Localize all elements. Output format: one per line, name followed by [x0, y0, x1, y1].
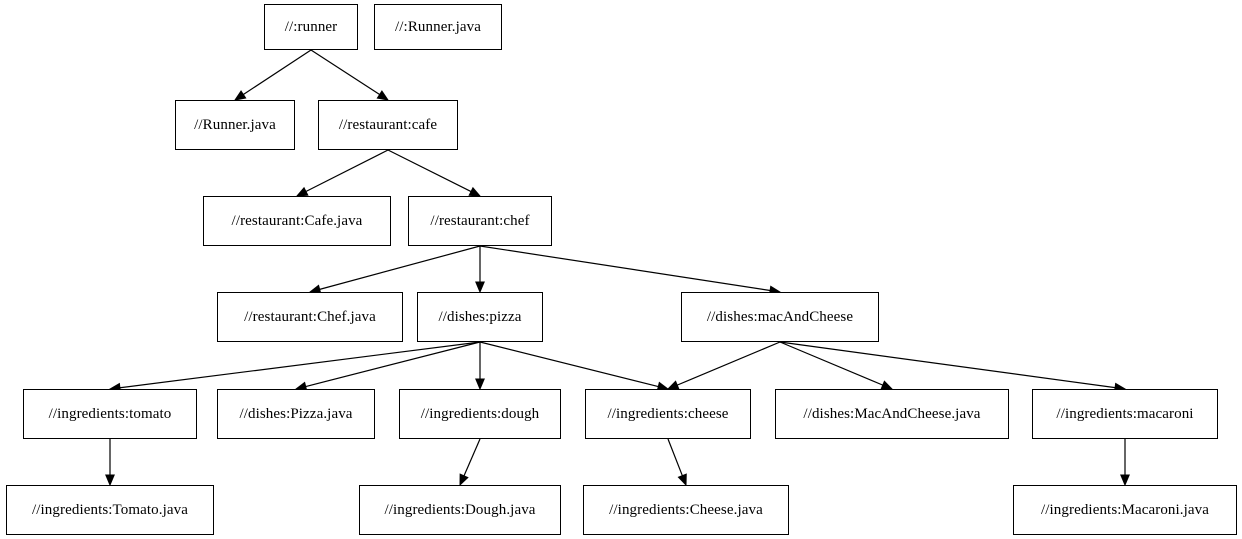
graph-node-label: //dishes:macAndCheese	[706, 308, 854, 325]
graph-node-label: //restaurant:cafe	[338, 116, 438, 133]
graph-node-label: //ingredients:Macaroni.java	[1040, 501, 1210, 518]
graph-node-label: //dishes:Pizza.java	[239, 405, 353, 422]
graph-node-ingredients-dough[interactable]	[399, 389, 561, 439]
graph-node-label: //ingredients:Tomato.java	[32, 501, 188, 518]
graph-node-restaurant-chef-java[interactable]	[217, 292, 403, 342]
graph-node-ingredients-macaroni-java[interactable]	[1013, 485, 1237, 535]
graph-node-label: //ingredients:dough	[420, 405, 540, 422]
graph-edge-restaurant-chef-to-dishes-macandcheese	[480, 246, 780, 295]
graph-edge-dishes-pizza-to-ingredients-dough	[476, 342, 484, 389]
graph-edge-ingredients-tomato-to-ingredients-tomato-java	[106, 439, 114, 485]
graph-edge-dishes-macandcheese-to-dishes-macandcheese-java	[780, 342, 892, 389]
graph-node-label: //Runner.java	[194, 116, 276, 133]
graph-node-dishes-macandcheese-java[interactable]	[775, 389, 1009, 439]
graph-node-runner-java[interactable]	[175, 100, 295, 150]
graph-node-label: //:Runner.java	[395, 18, 481, 35]
graph-node-dishes-pizza[interactable]	[417, 292, 543, 342]
graph-edge-ingredients-macaroni-to-ingredients-macaroni-java	[1121, 439, 1129, 485]
graph-edge-restaurant-cafe-to-restaurant-cafe-java	[297, 150, 388, 196]
graph-edge-restaurant-cafe-to-restaurant-chef	[388, 150, 480, 196]
graph-edge-ingredients-dough-to-ingredients-dough-java	[460, 439, 480, 485]
graph-node-runner-target[interactable]	[264, 4, 358, 50]
graph-edge-runner-target-to-runner-java	[235, 50, 311, 100]
graph-node-label: //dishes:pizza	[438, 308, 522, 325]
graph-node-ingredients-dough-java[interactable]	[359, 485, 561, 535]
graph-node-label: //restaurant:Cafe.java	[231, 212, 363, 229]
graph-node-label: //ingredients:Dough.java	[384, 501, 536, 518]
graph-node-ingredients-macaroni[interactable]	[1032, 389, 1218, 439]
graph-node-restaurant-cafe-java[interactable]	[203, 196, 391, 246]
graph-node-restaurant-chef[interactable]	[408, 196, 552, 246]
graph-edge-dishes-macandcheese-to-ingredients-cheese	[668, 342, 780, 389]
graph-edge-restaurant-chef-to-restaurant-chef-java	[310, 246, 480, 293]
graph-node-runner-java-root[interactable]	[374, 4, 502, 50]
graph-edge-ingredients-cheese-to-ingredients-cheese-java	[668, 439, 686, 485]
graph-node-label: //ingredients:tomato	[48, 405, 172, 422]
graph-node-label: //ingredients:Cheese.java	[609, 501, 763, 518]
graph-edge-restaurant-chef-to-dishes-pizza	[476, 246, 484, 292]
graph-node-dishes-macandcheese[interactable]	[681, 292, 879, 342]
graph-node-ingredients-tomato-java[interactable]	[6, 485, 214, 535]
graph-node-label: //dishes:MacAndCheese.java	[803, 405, 981, 422]
graph-node-label: //ingredients:cheese	[607, 405, 729, 422]
graph-edge-dishes-pizza-to-ingredients-cheese	[480, 342, 668, 391]
graph-edge-dishes-macandcheese-to-ingredients-macaroni	[780, 342, 1125, 392]
graph-node-dishes-pizza-java[interactable]	[217, 389, 375, 439]
graph-node-ingredients-cheese-java[interactable]	[583, 485, 789, 535]
graph-edge-runner-target-to-restaurant-cafe	[311, 50, 388, 100]
graph-node-ingredients-tomato[interactable]	[23, 389, 197, 439]
graph-node-restaurant-cafe[interactable]	[318, 100, 458, 150]
graph-node-label: //:runner	[284, 18, 338, 35]
graph-node-label: //restaurant:chef	[430, 212, 530, 229]
graph-node-label: //restaurant:Chef.java	[244, 308, 376, 325]
graph-node-label: //ingredients:macaroni	[1056, 405, 1194, 422]
graph-edge-dishes-pizza-to-dishes-pizza-java	[296, 342, 480, 391]
graph-node-ingredients-cheese[interactable]	[585, 389, 751, 439]
graph-edge-dishes-pizza-to-ingredients-tomato	[110, 342, 480, 392]
